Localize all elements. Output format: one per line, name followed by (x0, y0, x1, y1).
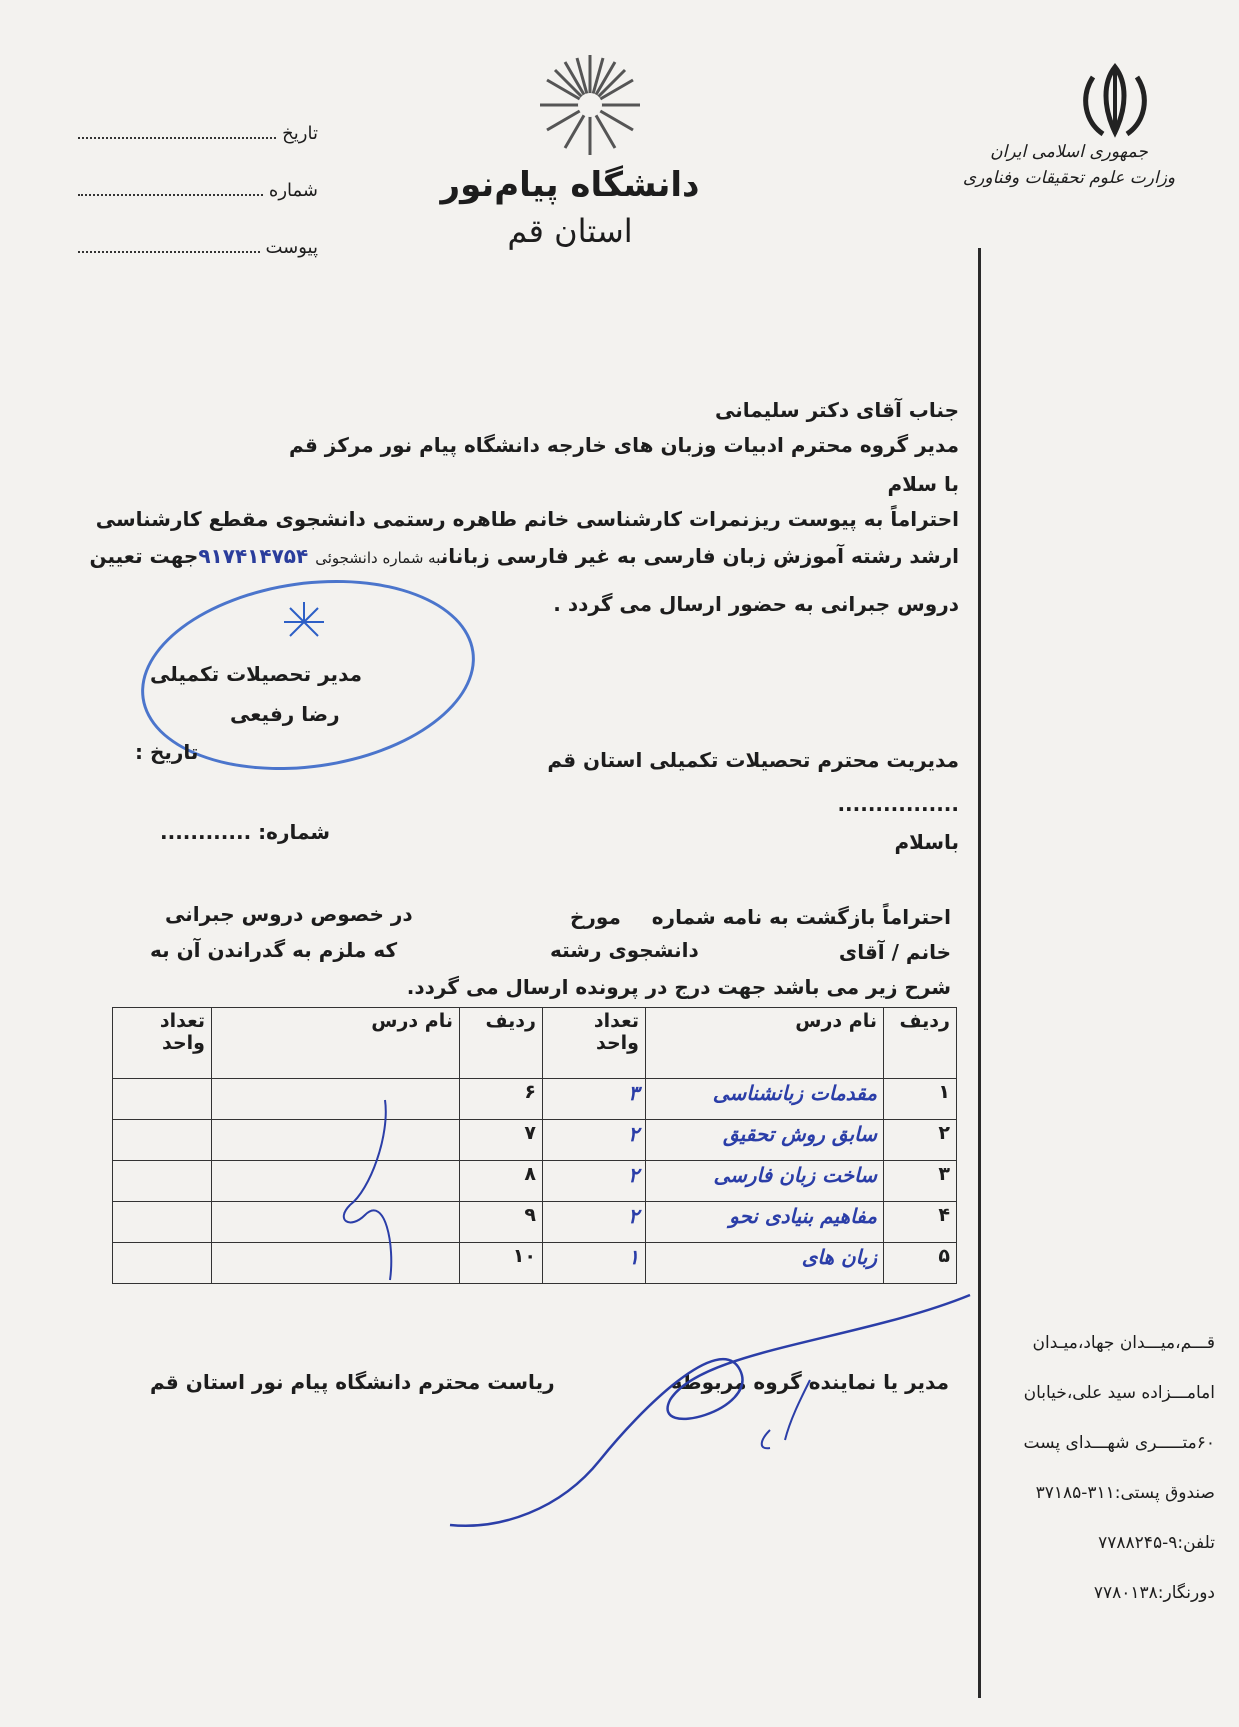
addressee-title: مدیر گروه محترم ادبیات وزبان های خارجه دانشگاه پیام نور مرکز قم (289, 433, 959, 457)
row-number: ۲ (884, 1120, 957, 1161)
attachment-dots (78, 239, 260, 253)
emblem-caption (954, 140, 1184, 191)
reply-line1-a: احتراماً بازگشت به نامه شماره (651, 905, 951, 929)
table-header-row (113, 1008, 957, 1079)
reply-dots: ................ (837, 792, 959, 816)
reply-line2-a: خانم / آقای (838, 940, 951, 964)
university-name: دانشگاه پیام‌نور (440, 165, 700, 205)
address-block (980, 1335, 1215, 1635)
number-label: شماره (268, 180, 318, 201)
number-dots (78, 182, 263, 196)
para1-line3: دروس جبرانی به حضور ارسال می گردد . (553, 592, 959, 616)
student-id-label: به شماره دانشجوئی (315, 549, 441, 567)
address-line4: صندوق پستی:۳۱۱-۳۷۱۸۵ (1035, 1483, 1215, 1503)
table-row (113, 1202, 957, 1243)
para1-line1: احتراماً به پیوست ریزنمرات کارشناسی خانم طاهره رستمی دانشجوی مقطع کارشناسی (95, 507, 959, 531)
course-units-2 (113, 1243, 212, 1284)
emblem-line2: وزارت علوم تحقیقات وفناوری (962, 167, 1176, 188)
address-line3: ۶۰متـــــری شهـــدای پست (1023, 1433, 1215, 1453)
course-units: ۲ (543, 1161, 646, 1202)
table-row (113, 1120, 957, 1161)
reply-line3: شرح زیر می باشد جهت درج در پرونده ارسال می گردد. (406, 975, 951, 999)
reply-line1-c: در خصوص دروس جبرانی (165, 902, 413, 926)
col-row: ردیف (884, 1008, 957, 1079)
row-number-2: ۱۰ (460, 1243, 543, 1284)
course-units: ۳ (543, 1079, 646, 1120)
reply-number: شماره: ............ (160, 820, 331, 844)
table-row (113, 1161, 957, 1202)
course-units-2 (113, 1161, 212, 1202)
col-units: تعداد واحد (543, 1008, 646, 1079)
row-number-2: ۸ (460, 1161, 543, 1202)
para1-line2-start: ارشد رشته آموزش زبان فارسی به غیر فارسی زبانان (440, 544, 959, 568)
course-units: ۱ (543, 1243, 646, 1284)
row-number-2: ۹ (460, 1202, 543, 1243)
presidency: ریاست محترم دانشگاه پیام نور استان قم (150, 1370, 555, 1394)
course-name: مفاهیم بنیادی نحو (646, 1202, 884, 1243)
address-line2: امامـــزاده سید علی،خیابان (1023, 1383, 1215, 1403)
course-units-2 (113, 1202, 212, 1243)
table-row (113, 1079, 957, 1120)
address-line1: قـــم،میـــدان جهاد،میـدان (1032, 1333, 1215, 1353)
attachment-field (78, 237, 318, 258)
course-units: ۲ (543, 1120, 646, 1161)
iran-emblem-icon (1075, 62, 1155, 140)
greeting: با سلام (887, 472, 959, 496)
table-row (113, 1243, 957, 1284)
row-number-2: ۶ (460, 1079, 543, 1120)
course-name: زبان های (646, 1243, 884, 1284)
course-units: ۲ (543, 1202, 646, 1243)
col-row-2: ردیف (460, 1008, 543, 1079)
reply-line1-b: مورخ (570, 905, 621, 929)
fax: دورنگار:۷۷۸۰۱۳۸ (1093, 1583, 1215, 1603)
date-dots (78, 125, 276, 139)
strike-mark (330, 1095, 430, 1285)
signer-title: مدیر تحصیلات تکمیلی (150, 662, 363, 686)
attachment-label: پیوست (265, 237, 318, 258)
reply-line2-c: که ملزم به گدراندن آن به (150, 938, 398, 962)
date-field (78, 123, 318, 144)
number-field (78, 180, 318, 201)
stamp-date-label: تاریخ : (135, 740, 199, 764)
course-units-2 (113, 1079, 212, 1120)
student-id: ۹۱۷۴۱۴۷۵۴ (198, 544, 309, 568)
col-course: نام درس (646, 1008, 884, 1079)
reply-greeting: باسلام (894, 830, 959, 854)
para1-line2 (89, 544, 959, 568)
course-name: ساخت زبان فارسی (646, 1161, 884, 1202)
col-units-2: تعداد واحد (113, 1008, 212, 1079)
reply-to: مدیریت محترم تحصیلات تکمیلی استان قم (547, 748, 959, 772)
addressee: جناب آقای دکتر سلیمانی (714, 398, 959, 422)
university-logo-icon (535, 50, 645, 160)
group-manager: مدیر یا نماینده گروه مربوطه (670, 1370, 949, 1394)
row-number: ۴ (884, 1202, 957, 1243)
phone: تلفن:۹-۷۷۸۸۲۴۵ (1098, 1533, 1215, 1553)
course-name: مقدمات زبانشناسی (646, 1079, 884, 1120)
signature (440, 1290, 980, 1540)
row-number: ۱ (884, 1079, 957, 1120)
col-course-2: نام درس (212, 1008, 460, 1079)
compensatory-courses-table (112, 1007, 957, 1284)
row-number: ۵ (884, 1243, 957, 1284)
stamp-logo-icon (282, 600, 326, 644)
row-number-2: ۷ (460, 1120, 543, 1161)
reply-line2-b: دانشجوی رشته (550, 938, 699, 962)
course-name: سابق روش تحقیق (646, 1120, 884, 1161)
row-number: ۳ (884, 1161, 957, 1202)
signer-name: رضا رفیعی (230, 702, 340, 726)
para1-line2-end: جهت تعیین (89, 544, 199, 568)
province-name: استان قم (507, 212, 633, 250)
course-units-2 (113, 1120, 212, 1161)
date-label: تاریخ (282, 123, 318, 144)
emblem-line1: جمهوری اسلامی ایران (990, 142, 1148, 162)
